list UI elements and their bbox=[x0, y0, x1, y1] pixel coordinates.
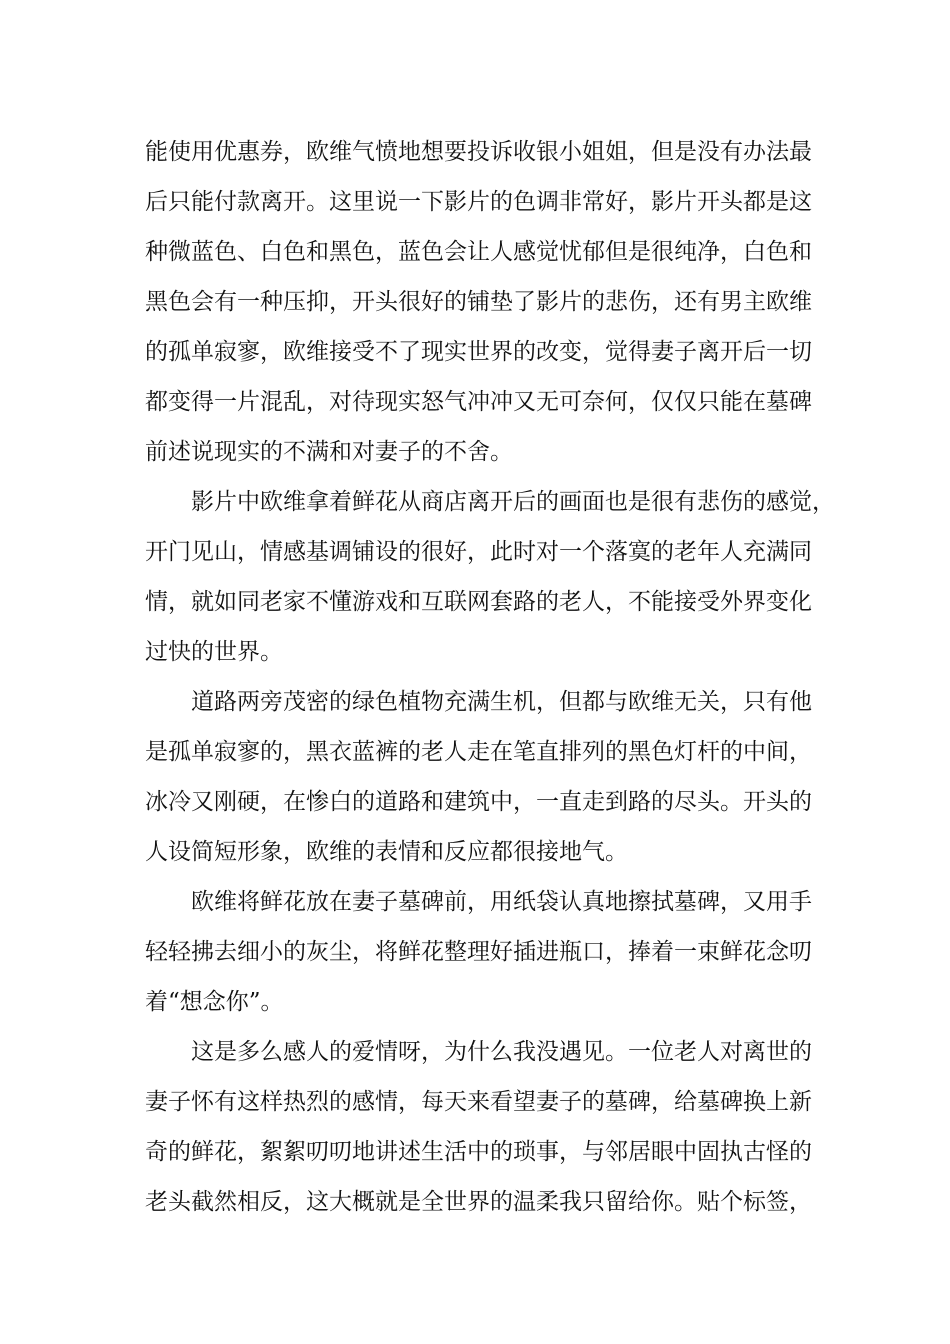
text-line: 妻子怀有这样热烈的感情，每天来看望妻子的墓碑，给墓碑换上新 bbox=[145, 1089, 812, 1115]
text-line: 过快的世界。 bbox=[145, 639, 283, 665]
text-line: 后只能付款离开。这里说一下影片的色调非常好，影片开头都是这 bbox=[145, 189, 812, 215]
text-line: 开门见山，情感基调铺设的很好，此时对一个落寞的老年人充满同 bbox=[145, 539, 812, 565]
text-line: 人设简短形象，欧维的表情和反应都很接地气。 bbox=[145, 839, 628, 865]
text-line: 都变得一片混乱，对待现实怒气冲冲又无可奈何，仅仅只能在墓碑 bbox=[145, 389, 812, 415]
text-line: 前述说现实的不满和对妻子的不舍。 bbox=[145, 439, 513, 465]
text-line: 影片中欧维拿着鲜花从商店离开后的画面也是很有悲伤的感觉， bbox=[191, 489, 835, 515]
text-line: 奇的鲜花，絮絮叨叨地讲述生活中的琐事，与邻居眼中固执古怪的 bbox=[145, 1139, 812, 1165]
text-line: 黑色会有一种压抑，开头很好的铺垫了影片的悲伤，还有男主欧维 bbox=[145, 289, 812, 315]
text-line: 情，就如同老家不懂游戏和互联网套路的老人，不能接受外界变化 bbox=[145, 589, 812, 615]
paragraph-2 bbox=[145, 477, 835, 677]
text-line: 能使用优惠券，欧维气愤地想要投诉收银小姐姐，但是没有办法最 bbox=[145, 139, 812, 165]
text-line: 道路两旁茂密的绿色植物充满生机，但都与欧维无关，只有他 bbox=[191, 689, 812, 715]
body-text bbox=[145, 127, 835, 1227]
text-line: 轻轻拂去细小的灰尘，将鲜花整理好插进瓶口，捧着一束鲜花念叨 bbox=[145, 939, 812, 965]
text-line: 冰冷又刚硬，在惨白的道路和建筑中，一直走到路的尽头。开头的 bbox=[145, 789, 812, 815]
paragraph-4 bbox=[145, 877, 835, 1027]
paragraph-5 bbox=[145, 1027, 835, 1227]
text-line: 老头截然相反，这大概就是全世界的温柔我只留给你。贴个标签， bbox=[145, 1189, 812, 1215]
text-line: 的孤单寂寥，欧维接受不了现实世界的改变，觉得妻子离开后一切 bbox=[145, 339, 812, 365]
paragraph-1 bbox=[145, 127, 835, 477]
text-line: 这是多么感人的爱情呀，为什么我没遇见。一位老人对离世的 bbox=[191, 1039, 812, 1065]
text-line: 是孤单寂寥的，黑衣蓝裤的老人走在笔直排列的黑色灯杆的中间， bbox=[145, 739, 812, 765]
text-line: 种微蓝色、白色和黑色，蓝色会让人感觉忧郁但是很纯净，白色和 bbox=[145, 239, 812, 265]
text-line: 欧维将鲜花放在妻子墓碑前，用纸袋认真地擦拭墓碑，又用手 bbox=[191, 889, 812, 915]
text-line: 着“想念你”。 bbox=[145, 989, 284, 1015]
paragraph-3 bbox=[145, 677, 835, 877]
